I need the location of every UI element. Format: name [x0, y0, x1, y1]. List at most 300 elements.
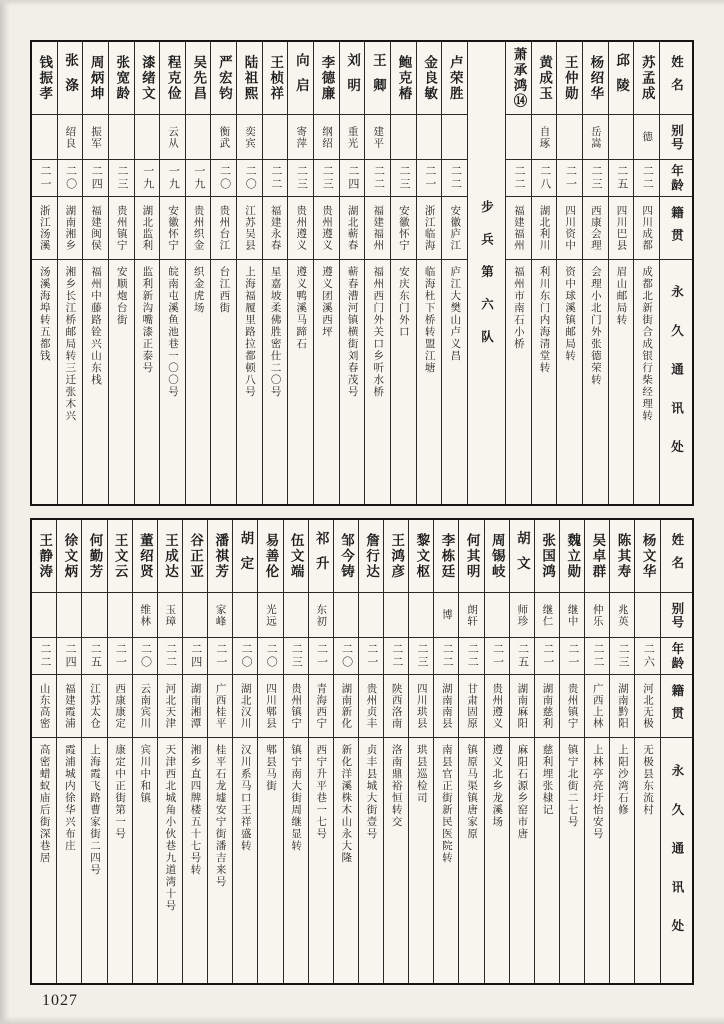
person-native-place: 福建霞浦	[57, 675, 81, 738]
person-alias	[32, 593, 56, 638]
person-alias: 家峰	[208, 593, 232, 638]
person-alias: 继中	[560, 593, 584, 638]
header-column	[660, 520, 692, 983]
person-name: 黄成玉	[532, 42, 557, 115]
person-alias: 博	[434, 593, 458, 638]
person-native-place: 江苏吴县	[237, 197, 262, 260]
person-name: 王成达	[158, 520, 182, 593]
person-native-place: 湖南南县	[434, 675, 458, 738]
person-age: 二三	[109, 160, 134, 197]
person-column	[608, 42, 634, 504]
person-native-place: 山东高密	[32, 675, 56, 738]
person-column	[458, 520, 483, 983]
person-alias: 自琢	[532, 115, 557, 160]
person-address: 会理小北门外张德荣转	[589, 266, 601, 386]
person-name: 徐文炳	[57, 520, 81, 593]
person-native-place: 贵州遵义	[485, 675, 509, 738]
person-native-place: 广西上林	[585, 675, 609, 738]
person-address: 镇宁北街二七号	[566, 744, 578, 828]
person-age: 二四	[340, 160, 365, 197]
person-name: 邹今铸	[334, 520, 358, 593]
person-name: 王卿	[365, 42, 390, 115]
person-alias	[359, 593, 383, 638]
person-age: 二〇	[237, 160, 262, 197]
person-alias: 东初	[309, 593, 333, 638]
person-age: 一九	[160, 160, 185, 197]
person-age: 二一	[417, 160, 442, 197]
person-address: 资中球溪镇邮局转	[564, 266, 576, 362]
person-column	[207, 520, 232, 983]
person-column	[262, 42, 288, 504]
person-native-place: 福建永春	[263, 197, 288, 260]
person-native-place: 青海西宁	[309, 675, 333, 738]
person-native-place: 贵州遵义	[288, 197, 313, 260]
person-age: 二五	[82, 638, 106, 675]
person-column	[505, 42, 531, 504]
person-native-place: 贵州镇宁	[284, 675, 308, 738]
person-age: 二二	[585, 638, 609, 675]
person-alias	[391, 115, 416, 160]
person-address: 安庆东门外口	[397, 266, 409, 338]
person-column	[484, 520, 509, 983]
person-age: 二三	[288, 160, 313, 197]
person-age: 二〇	[133, 638, 157, 675]
scan-edge-bottom	[0, 1016, 724, 1024]
person-native-place: 贵州镇宁	[109, 197, 134, 260]
section-divider-label: 步兵第六队	[479, 200, 494, 363]
person-age: 二一	[208, 638, 232, 675]
person-column	[390, 42, 416, 504]
person-alias: 继仁	[535, 593, 559, 638]
person-age: 二五	[609, 160, 634, 197]
person-column	[433, 520, 458, 983]
person-age: 二三	[583, 160, 608, 197]
person-native-place: 陕西洛南	[384, 675, 408, 738]
person-age: 二六	[635, 638, 659, 675]
person-name: 何勤芳	[82, 520, 106, 593]
person-alias: 德	[634, 115, 659, 160]
person-age: 二〇	[258, 638, 282, 675]
person-address: 上海霞飞路曹家街二四号	[88, 744, 100, 876]
person-age: 二二	[506, 160, 531, 197]
person-name: 钱振孝	[32, 42, 57, 115]
person-address: 上阳沙湾石修	[616, 744, 628, 816]
person-name: 魏立勋	[560, 520, 584, 593]
person-native-place: 安徽怀宁	[391, 197, 416, 260]
person-column	[232, 520, 257, 983]
person-alias	[506, 115, 531, 160]
person-name: 王静涛	[32, 520, 56, 593]
person-age: 二〇	[58, 160, 83, 197]
person-name: 卢荣胜	[442, 42, 467, 115]
person-age: 二四	[57, 638, 81, 675]
person-address: 麻阳石源乡窑市唐	[516, 744, 528, 840]
person-native-place: 贵州织金	[186, 197, 211, 260]
person-column	[364, 42, 390, 504]
person-alias: 奕宾	[237, 115, 262, 160]
person-age: 二四	[183, 638, 207, 675]
person-alias: 光远	[258, 593, 282, 638]
person-name: 潘祺芳	[208, 520, 232, 593]
person-address: 湘乡直四牌楼五十七号转	[189, 744, 201, 876]
person-name: 祁升	[309, 520, 333, 593]
person-age: 二二	[634, 160, 659, 197]
person-address: 镇宁南大街周继显转	[290, 744, 302, 852]
person-native-place: 云南宾川	[133, 675, 157, 738]
scan-edge-top	[0, 0, 724, 6]
person-alias	[233, 593, 257, 638]
person-native-place: 湖北汉川	[233, 675, 257, 738]
person-native-place: 西康会理	[583, 197, 608, 260]
person-name: 王仲勋	[557, 42, 582, 115]
person-age: 二〇	[211, 160, 236, 197]
section-divider-column	[467, 42, 505, 504]
person-address: 贞丰县城大街壹号	[365, 744, 377, 840]
person-column	[358, 520, 383, 983]
person-native-place: 四川成都	[634, 197, 659, 260]
person-address: 无极县东流村	[642, 744, 654, 816]
person-name: 吴先昌	[186, 42, 211, 115]
person-column	[441, 42, 467, 504]
person-column	[185, 42, 211, 504]
person-alias	[57, 593, 81, 638]
person-column	[57, 42, 83, 504]
person-native-place: 湖南湘乡	[58, 197, 83, 260]
person-native-place: 浙江汤溪	[32, 197, 57, 260]
person-column	[257, 520, 282, 983]
person-age: 二三	[314, 160, 339, 197]
person-age: 二二	[158, 638, 182, 675]
person-address: 湘乡长江桥邮局转三迁张木兴	[64, 266, 76, 422]
person-name: 易善伦	[258, 520, 282, 593]
person-native-place: 贵州遵义	[314, 197, 339, 260]
person-age: 二二	[263, 160, 288, 197]
person-native-place: 安徽庐江	[442, 197, 467, 260]
person-age: 二〇	[334, 638, 358, 675]
person-age: 二一	[359, 638, 383, 675]
person-native-place: 西康康定	[108, 675, 132, 738]
person-alias: 玉璋	[158, 593, 182, 638]
header-age-label: 年龄	[660, 160, 692, 197]
scan-edge-left	[0, 0, 10, 1024]
person-name: 胡定	[233, 520, 257, 593]
person-name: 伍文端	[284, 520, 308, 593]
person-alias	[183, 593, 207, 638]
person-alias: 云从	[160, 115, 185, 160]
person-age: 二二	[365, 160, 390, 197]
person-age: 二三	[391, 160, 416, 197]
person-native-place: 江苏太仓	[82, 675, 106, 738]
person-address: 成都北新街合成银行柴经理转	[641, 266, 653, 422]
header-alias-label: 别号	[661, 593, 692, 638]
person-name: 杨绍华	[583, 42, 608, 115]
person-alias: 衡武	[211, 115, 236, 160]
person-age: 二一	[108, 638, 132, 675]
header-address-label: 永久通讯处	[669, 285, 684, 479]
roster-table-bottom	[30, 518, 694, 985]
person-age: 二一	[557, 160, 582, 197]
person-column	[56, 520, 81, 983]
person-alias: 建平	[365, 115, 390, 160]
person-alias: 兆英	[610, 593, 634, 638]
header-age-label: 年龄	[661, 638, 692, 675]
person-address: 星嘉坡柔佛胜密仕二〇号	[269, 266, 281, 398]
person-native-place: 贵州镇宁	[560, 675, 584, 738]
person-column	[107, 520, 132, 983]
person-address: 慈利埋张棣记	[541, 744, 553, 816]
person-native-place: 河北无极	[635, 675, 659, 738]
person-alias: 重光	[340, 115, 365, 160]
person-name: 王文云	[108, 520, 132, 593]
person-name: 胡文	[510, 520, 534, 593]
person-address: 霞浦城内徐华兴布庄	[63, 744, 75, 852]
person-address: 织金虎场	[192, 266, 204, 314]
person-address: 蕲春漕河镇横街刘春茂号	[346, 266, 358, 398]
person-native-place: 四川巴县	[609, 197, 634, 260]
person-address: 汉川系马口王祥盛转	[239, 744, 251, 852]
person-native-place: 甘肃固原	[459, 675, 483, 738]
person-native-place: 河北天津	[158, 675, 182, 738]
person-column	[134, 42, 160, 504]
person-address: 洛南鼎裕恒转交	[390, 744, 402, 828]
person-alias	[557, 115, 582, 160]
person-alias: 师珍	[510, 593, 534, 638]
person-alias: 绍良	[58, 115, 83, 160]
person-native-place: 湖南黔阳	[610, 675, 634, 738]
person-address: 遵义北乡龙溪场	[491, 744, 503, 828]
person-address: 郫县马街	[264, 744, 276, 792]
person-native-place: 福建福州	[365, 197, 390, 260]
person-name: 周炳坤	[83, 42, 108, 115]
roster-table-top	[30, 40, 694, 506]
person-native-place: 湖南新化	[334, 675, 358, 738]
person-native-place: 安徽怀宁	[160, 197, 185, 260]
person-name: 金良敏	[417, 42, 442, 115]
person-alias	[32, 115, 57, 160]
person-alias	[635, 593, 659, 638]
person-address: 珙县巡检司	[415, 744, 427, 804]
person-age: 二四	[83, 160, 108, 197]
header-column	[659, 42, 692, 504]
person-alias	[108, 593, 132, 638]
person-column	[556, 42, 582, 504]
person-address: 皖南屯溪鱼池巷一〇〇号	[167, 266, 178, 398]
person-name: 鲍克椿	[391, 42, 416, 115]
person-address: 西宁升平巷一七号	[315, 744, 327, 840]
person-column	[283, 520, 308, 983]
person-column	[132, 520, 157, 983]
person-age: 二一	[32, 160, 57, 197]
person-address: 康定中正街第一号	[114, 744, 126, 840]
header-name-label: 姓名	[660, 42, 692, 115]
person-address: 汤溪海埠转五都钱	[38, 266, 50, 362]
person-alias	[284, 593, 308, 638]
person-column	[609, 520, 634, 983]
person-age: 二三	[409, 638, 433, 675]
person-address: 宾川中和镇	[139, 744, 151, 804]
person-alias: 岳嵩	[583, 115, 608, 160]
person-name: 陆祖熙	[237, 42, 262, 115]
person-native-place: 四川珙县	[409, 675, 433, 738]
person-native-place: 湖北监利	[135, 197, 160, 260]
person-age: 二三	[284, 638, 308, 675]
person-alias: 振军	[83, 115, 108, 160]
person-column	[236, 42, 262, 504]
person-age: 二二	[442, 160, 467, 197]
person-column	[81, 520, 106, 983]
person-name: 王桢祥	[263, 42, 288, 115]
person-alias	[442, 115, 467, 160]
person-native-place: 湖南湘潭	[183, 675, 207, 738]
person-address: 利川东门内海清堂转	[538, 266, 550, 374]
person-name: 漆绪文	[135, 42, 160, 115]
person-column	[32, 520, 56, 983]
person-address: 眉山邮局转	[615, 266, 627, 326]
person-address: 庐江大樊山卢义昌	[449, 266, 461, 362]
person-alias	[334, 593, 358, 638]
person-column	[416, 42, 442, 504]
person-age: 二八	[532, 160, 557, 197]
person-native-place: 湖南慈利	[535, 675, 559, 738]
person-age: 二三	[610, 638, 634, 675]
person-address: 台江西街	[218, 266, 230, 314]
person-alias	[417, 115, 442, 160]
person-native-place: 福建闽侯	[83, 197, 108, 260]
person-name: 刘明	[340, 42, 365, 115]
person-column	[313, 42, 339, 504]
person-name: 向启	[288, 42, 313, 115]
person-alias: 寄萍	[288, 115, 313, 160]
person-alias	[409, 593, 433, 638]
person-column	[82, 42, 108, 504]
person-alias	[135, 115, 160, 160]
header-address-label: 永久通讯处	[669, 763, 684, 958]
person-name: 詹行达	[359, 520, 383, 593]
person-name: 程克俭	[160, 42, 185, 115]
person-name: 李栋廷	[434, 520, 458, 593]
page-number: 1027	[42, 992, 78, 1009]
person-name: 李德廉	[314, 42, 339, 115]
person-name: 董绍贤	[133, 520, 157, 593]
person-name: 苏孟成	[634, 42, 659, 115]
person-address: 高密蜡蚁庙后街深巷居	[38, 744, 50, 864]
person-native-place: 贵州台江	[211, 197, 236, 260]
person-address: 天津西北城角小伙巷九道湾十号	[164, 744, 176, 912]
person-native-place: 广西桂平	[208, 675, 232, 738]
person-column	[333, 520, 358, 983]
person-column	[32, 42, 57, 504]
person-age: 一九	[186, 160, 211, 197]
header-name-label: 姓名	[661, 520, 692, 593]
person-address: 上林亭亮圩怡安号	[591, 744, 603, 840]
person-name: 张宽龄	[109, 42, 134, 115]
person-column	[159, 42, 185, 504]
person-age: 二二	[459, 638, 483, 675]
person-name: 黎文枢	[409, 520, 433, 593]
person-alias	[186, 115, 211, 160]
person-column	[633, 42, 659, 504]
person-name: 陈其寿	[610, 520, 634, 593]
person-age: 二一	[309, 638, 333, 675]
person-column	[534, 520, 559, 983]
person-age: 二〇	[233, 638, 257, 675]
person-alias	[384, 593, 408, 638]
person-column	[582, 42, 608, 504]
person-address: 南县官正街新民医院转	[440, 744, 452, 864]
person-column	[108, 42, 134, 504]
person-address: 福州中藤路铨兴山东栈	[90, 266, 102, 386]
person-age: 二二	[434, 638, 458, 675]
person-address: 监利新沟嘴漆正泰号	[141, 266, 153, 374]
person-name: 王鸿彦	[384, 520, 408, 593]
person-column	[308, 520, 333, 983]
person-alias	[263, 115, 288, 160]
person-name: 萧承鸿⑭	[506, 42, 531, 115]
person-address: 上海福履里路拉都顿八号	[243, 266, 255, 398]
person-column	[210, 42, 236, 504]
person-native-place: 贵州贞丰	[359, 675, 383, 738]
person-column	[157, 520, 182, 983]
person-column	[531, 42, 557, 504]
person-alias: 仲乐	[585, 593, 609, 638]
person-native-place: 浙江临海	[417, 197, 442, 260]
header-alias-label: 别号	[660, 115, 692, 160]
person-native-place: 湖南麻阳	[510, 675, 534, 738]
person-name: 邱陵	[609, 42, 634, 115]
person-name: 张国鸿	[535, 520, 559, 593]
person-alias	[109, 115, 134, 160]
person-native-place: 湖北利川	[532, 197, 557, 260]
person-alias	[82, 593, 106, 638]
person-column	[339, 42, 365, 504]
person-column	[634, 520, 659, 983]
person-column	[408, 520, 433, 983]
person-native-place: 四川资中	[557, 197, 582, 260]
person-native-place: 四川郫县	[258, 675, 282, 738]
person-name: 严宏钧	[211, 42, 236, 115]
person-address: 新化洋溪株木山永大隆	[340, 744, 352, 864]
person-age: 一九	[135, 160, 160, 197]
person-alias: 纲绍	[314, 115, 339, 160]
header-native-label: 籍贯	[661, 675, 692, 738]
person-alias	[609, 115, 634, 160]
person-address: 福州市南石小桥	[512, 266, 524, 350]
person-column	[287, 42, 313, 504]
person-address: 临海杜下桥转盟江塘	[423, 266, 435, 374]
person-address: 福州西门外关口乡听水桥	[372, 266, 384, 398]
person-age: 二一	[485, 638, 509, 675]
header-native-label: 籍贯	[660, 197, 692, 260]
person-address: 安顺炮台街	[115, 266, 127, 326]
person-name: 谷正亚	[183, 520, 207, 593]
person-name: 杨文华	[635, 520, 659, 593]
person-column	[383, 520, 408, 983]
person-alias: 维林	[133, 593, 157, 638]
person-address: 遵义鸭溪马蹄石	[295, 266, 307, 350]
person-column	[182, 520, 207, 983]
person-native-place: 湖北蕲春	[340, 197, 365, 260]
person-name: 吴卓群	[585, 520, 609, 593]
person-native-place: 福建福州	[506, 197, 531, 260]
person-age: 二一	[535, 638, 559, 675]
person-age: 二一	[560, 638, 584, 675]
person-address: 镇原马渠镇唐家原	[466, 744, 478, 840]
person-name: 张涤	[58, 42, 83, 115]
person-address: 遵义团溪西坪	[320, 266, 332, 338]
person-name: 何其明	[459, 520, 483, 593]
person-age: 二二	[32, 638, 56, 675]
person-alias: 朗轩	[459, 593, 483, 638]
